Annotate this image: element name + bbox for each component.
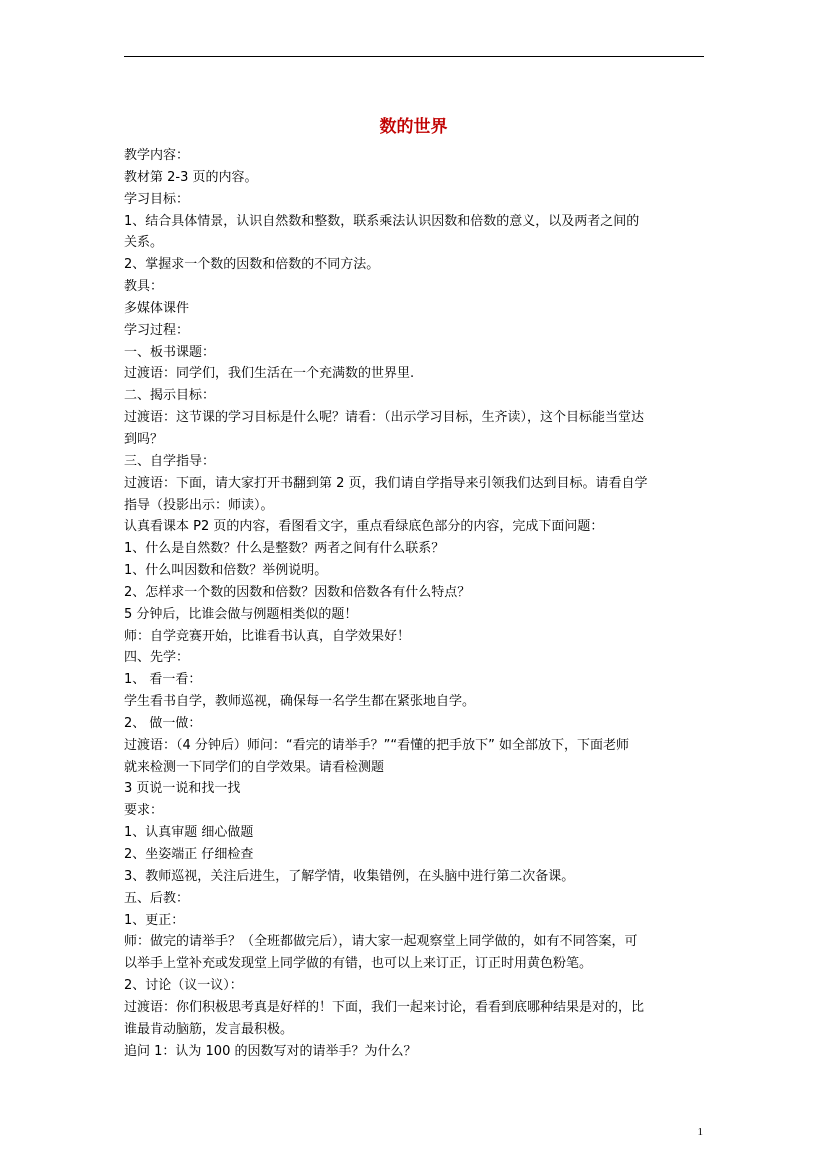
text-line: 过渡语：这节课的学习目标是什么呢？请看：（出示学习目标，生齐读），这个目标能当堂达: [124, 410, 645, 426]
text-line: 就来检测一下同学们的自学效果。请看检测题: [124, 759, 385, 775]
text-line: 到吗？: [124, 431, 164, 447]
text-line: 师：自学竞赛开始，比谁看书认真，自学效果好！: [124, 628, 411, 644]
text-line: 教具：: [124, 279, 164, 295]
document-body: [124, 145, 706, 1062]
text-line: 2、 做一做：: [124, 715, 202, 731]
text-line: 学生看书自学，教师巡视，确保每一名学生都在紧张地自学。: [124, 694, 476, 710]
text-line: 过渡语：同学们，我们生活在一个充满数的世界里.: [124, 366, 415, 382]
text-line: 过渡语：下面，请大家打开书翻到第 2 页，我们请自学指导来引领我们达到目标。请看自学: [124, 475, 648, 491]
text-line: 1、认真审题 细心做题: [124, 825, 254, 841]
text-line: 3 页说一说和找一找: [124, 781, 241, 797]
text-line: 以举手上堂补充或发现堂上同学做的有错，也可以上来订正，订正时用黄色粉笔。: [124, 956, 593, 972]
text-line: 一、板书课题：: [124, 344, 216, 360]
text-line: 五、后教：: [124, 890, 190, 906]
text-line: 三、自学指导：: [124, 453, 216, 469]
text-line: 指导（投影出示：师读）。: [124, 497, 274, 513]
text-line: 教材第 2-3 页的内容。: [124, 169, 258, 185]
text-line: 认真看课本 P2 页的内容，看图看文字，重点看绿底色部分的内容，完成下面问题：: [124, 519, 604, 535]
text-line: 1、什么叫因数和倍数？举例说明。: [124, 563, 328, 579]
header-rule: [124, 56, 704, 57]
text-line: 1、什么是自然数？什么是整数？两者之间有什么联系？: [124, 541, 445, 557]
text-line: 要求：: [124, 803, 164, 819]
text-line: 过渡语：你们积极思考真是好样的！下面，我们一起来讨论，看看到底哪种结果是对的，比: [124, 999, 645, 1015]
text-line: 师：做完的请举手？（全班都做完后），请大家一起观察堂上同学做的，如有不同答案，可: [124, 934, 638, 950]
text-line: 2、讨论（议一议）：: [124, 978, 243, 994]
text-line: 2、怎样求一个数的因数和倍数？因数和倍数各有什么特点？: [124, 584, 471, 600]
text-line: 过渡语：（4 分钟后）师问：“看完的请举手？”“看懂的把手放下” 如全部放下，下面老师: [124, 737, 629, 753]
text-line: 二、揭示目标：: [124, 388, 216, 404]
text-line: 四、先学：: [124, 650, 190, 666]
text-line: 1、 看一看：: [124, 672, 202, 688]
text-line: 学习过程：: [124, 322, 190, 338]
text-line: 3、教师巡视，关注后进生，了解学情，收集错例，在头脑中进行第二次备课。: [124, 868, 575, 884]
text-line: 1、结合具体情景，认识自然数和整数，联系乘法认识因数和倍数的意义，以及两者之间的: [124, 213, 640, 229]
text-line: 2、掌握求一个数的因数和倍数的不同方法。: [124, 257, 380, 273]
text-line: 多媒体课件: [124, 300, 190, 316]
text-line: 5 分钟后，比谁会做与例题相类似的题！: [124, 606, 358, 622]
text-line: 关系。: [124, 235, 164, 251]
document-title: 数的世界: [379, 117, 448, 137]
text-line: 2、坐姿端正 仔细检查: [124, 847, 254, 862]
text-line: 学习目标：: [124, 191, 190, 207]
text-line: 1、更正：: [124, 912, 185, 928]
text-line: 谁最肯动脑筋，发言最积极。: [124, 1021, 294, 1037]
page-number: 1: [697, 1126, 703, 1138]
text-line: 教学内容：: [124, 148, 190, 163]
text-line: 追问 1：认为 100 的因数写对的请举手？为什么？: [124, 1043, 417, 1059]
